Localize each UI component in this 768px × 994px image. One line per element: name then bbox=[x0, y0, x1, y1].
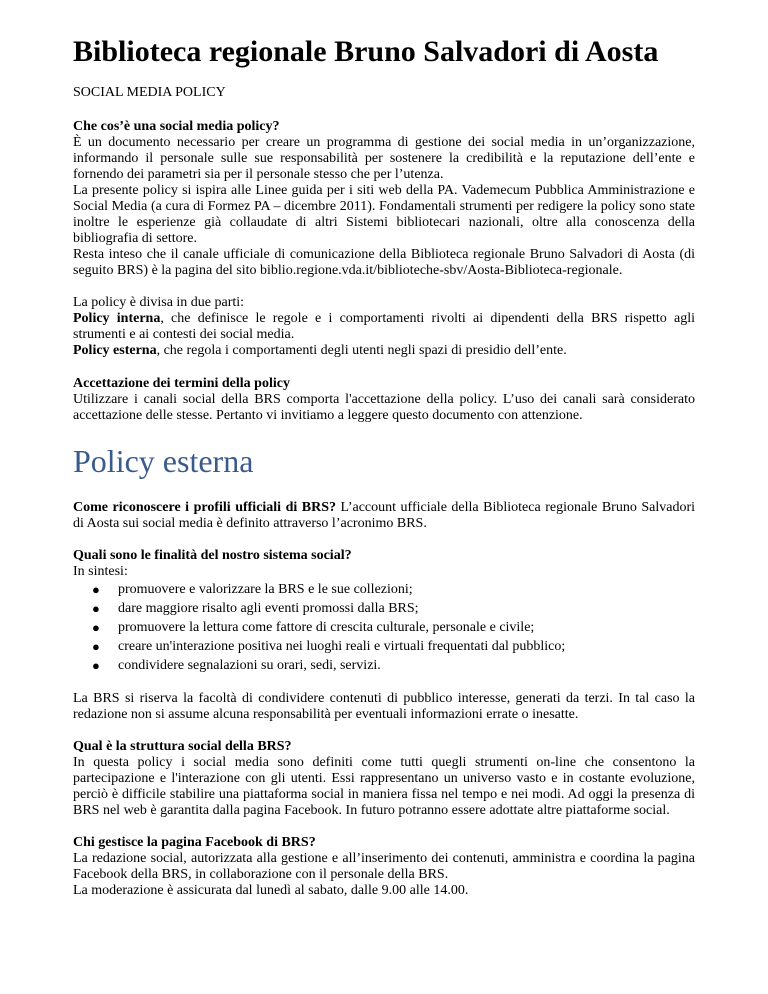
aims-list bbox=[73, 580, 695, 675]
manager-answer-2: La moderazione è assicurata dal lunedì al sabato, dalle 9.00 alle 14.00. bbox=[73, 883, 469, 898]
structure-question: Qual è la struttura social della BRS? bbox=[73, 739, 292, 754]
policy-esterna-text: , che regola i comportamenti degli utenti negli spazi di presidio dell’ente. bbox=[156, 343, 567, 358]
document-page bbox=[73, 0, 695, 899]
intro-paragraph-1: È un documento necessario per creare un programma di gestione dei social media in un’organizzazione, informando il personale sulle sue responsabilità per sostenere la credibilità e la reputazione dell’ente e fornendo dei parametri sia per il personale stesso che per l’utenza. bbox=[73, 135, 695, 182]
profiles-question: Come riconoscere i profili ufficiali di BRS? bbox=[73, 500, 337, 515]
aims-question: Quali sono le finalità del nostro sistema social? bbox=[73, 548, 352, 563]
aims-section bbox=[73, 548, 695, 675]
manager-question: Chi gestisce la pagina Facebook di BRS? bbox=[73, 835, 316, 850]
bullet-icon: ● bbox=[92, 582, 100, 597]
manager-answer-1: La redazione social, autorizzata alla gestione e all’inserimento dei contenuti, amministra e coordina la pagina Facebook della BRS, in collaborazione con il personale della BRS. bbox=[73, 851, 695, 882]
aims-intro: In sintesi: bbox=[73, 564, 128, 579]
list-item: ● condividere segnalazioni su orari, sedi, servizi. bbox=[92, 658, 381, 673]
policy-interna-label: Policy interna bbox=[73, 311, 161, 326]
policy-esterna-label: Policy esterna bbox=[73, 343, 157, 358]
intro-paragraph-3: Resta inteso che il canale ufficiale di comunicazione della Biblioteca regionale Bruno Salvadori di Aosta (di seguito BRS) è la pagina del sito biblio.regione.vda.it/biblioteche-sbv/Aosta-Biblioteca-regionale. bbox=[73, 247, 695, 278]
acceptance-text: Utilizzare i canali social della BRS comporta l'accettazione della policy. L’uso dei canali sarà considerato accettazione delle stesse. Pertanto vi invitiamo a leggere questo documento con attenzione. bbox=[73, 392, 695, 423]
third-party-text: La BRS si riserva la facoltà di condividere contenuti di pubblico interesse, generati da terzi. In tal caso la redazione non si assume alcuna responsabilità per eventuali informazioni errate o inesatte. bbox=[73, 691, 695, 722]
intro-section bbox=[73, 119, 695, 279]
third-party-section bbox=[73, 691, 695, 723]
structure-answer: In questa policy i social media sono definiti come tutti quegli strumenti on-line che consentono la partecipazione e l'interazione con gli utenti. Essi rappresentano un universo vasto e in costante evoluzione, perciò è difficile stabilire una piattaforma social in maniera fissa nel tempo e nei modi. Ad oggi la presenza di BRS nel web è garantita dalla pagina Facebook. In futuro potranno essere adottate altre piattaforme social. bbox=[73, 755, 695, 818]
profiles-paragraph bbox=[73, 500, 695, 532]
intro-paragraph-2: La presente policy si ispira alle Linee guida per i siti web della PA. Vademecum Pubblica Amministrazione e Social Media (a cura di Formez PA – dicembre 2011). Fondamentali strumenti per redigere la policy sono state inoltre le esperienze già collaudate di altri Sistemi bibliotecari nazionali, oltre alla conoscenza della bibliografia di settore. bbox=[73, 183, 695, 246]
structure-section bbox=[73, 739, 695, 819]
list-item: ● promuovere e valorizzare la BRS e le sue collezioni; bbox=[92, 582, 413, 597]
policy-esterna-heading: Policy esterna bbox=[73, 443, 254, 479]
bullet-icon: ● bbox=[92, 601, 100, 616]
list-item: ● dare maggiore risalto agli eventi promossi dalla BRS; bbox=[92, 601, 419, 616]
profiles-section bbox=[73, 500, 695, 532]
bullet-icon: ● bbox=[92, 639, 100, 654]
policy-interna-paragraph bbox=[73, 311, 695, 343]
parts-section bbox=[73, 295, 695, 359]
parts-intro: La policy è divisa in due parti: bbox=[73, 295, 245, 310]
acceptance-section bbox=[73, 376, 695, 424]
list-item: ● promuovere la lettura come fattore di crescita culturale, personale e civile; bbox=[92, 620, 535, 635]
document-title: Biblioteca regionale Bruno Salvadori di Aosta bbox=[73, 35, 659, 68]
bullet-icon: ● bbox=[92, 620, 100, 635]
manager-section bbox=[73, 835, 695, 899]
profiles-answer: L’account ufficiale della Biblioteca regionale Bruno Salvadori di Aosta sui social media è definito attraverso l’acronimo BRS. bbox=[73, 500, 695, 531]
intro-heading: Che cos’è una social media policy? bbox=[73, 119, 280, 134]
bullet-icon: ● bbox=[92, 658, 100, 673]
policy-interna-text: , che definisce le regole e i comportamenti rivolti ai dipendenti della BRS rispetto agli strumenti e ai contesti dei social media. bbox=[73, 311, 695, 342]
policy-esterna-paragraph bbox=[73, 343, 695, 359]
acceptance-heading: Accettazione dei termini della policy bbox=[73, 376, 290, 391]
document-subtitle: SOCIAL MEDIA POLICY bbox=[73, 85, 226, 100]
list-item: ● creare un'interazione positiva nei luoghi reali e virtuali frequentati dal pubblico; bbox=[92, 639, 566, 654]
